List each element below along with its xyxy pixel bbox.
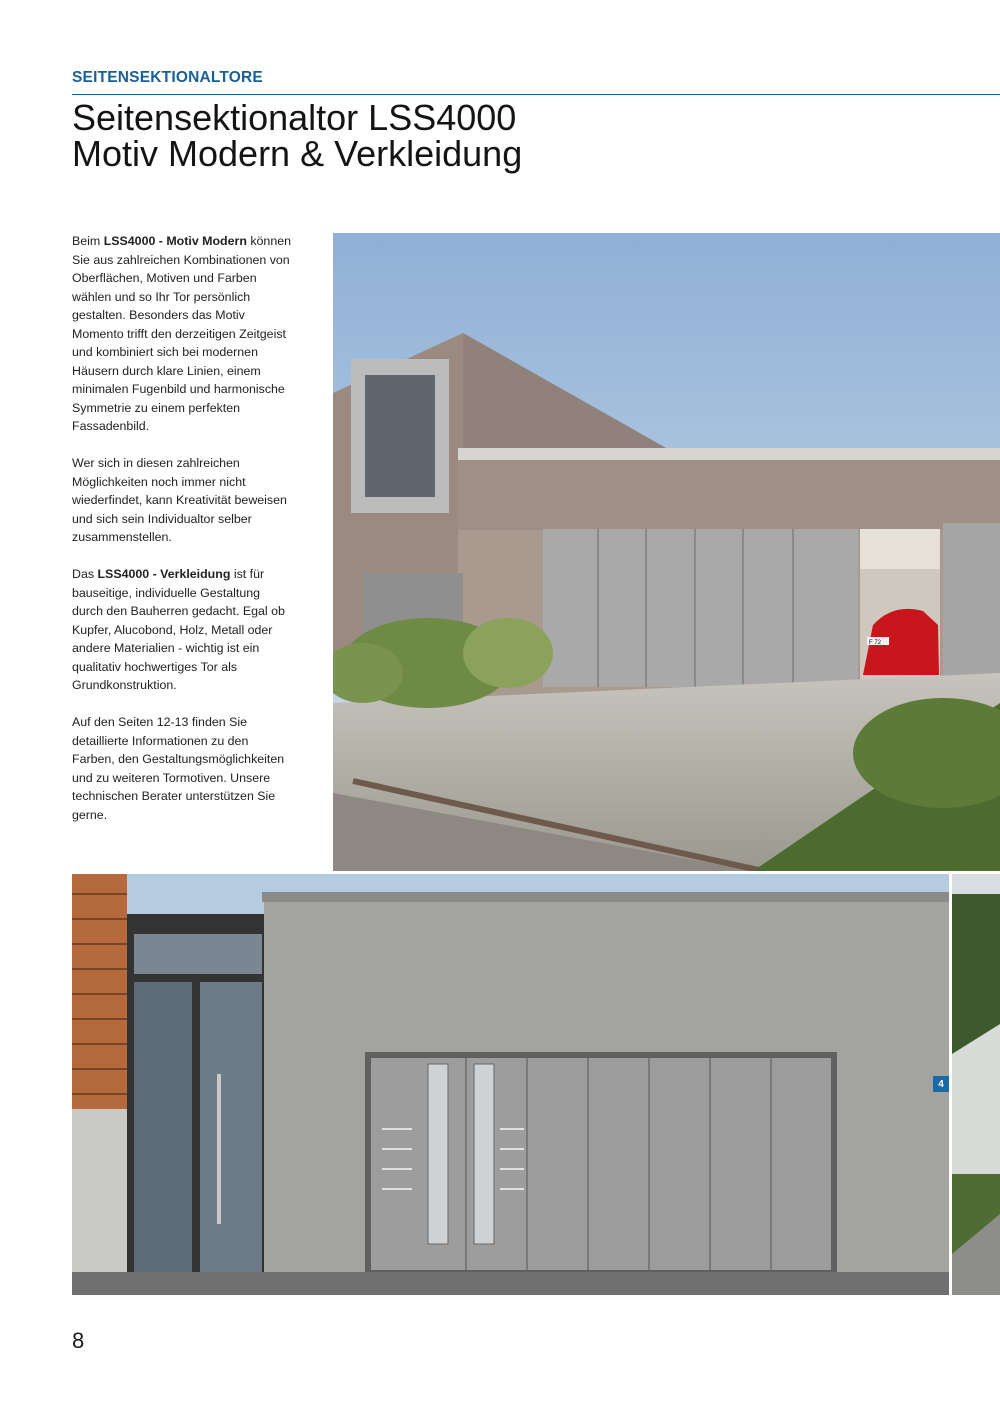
body-text [72, 232, 294, 843]
page-title-line-2: Motiv Modern & Verkleidung [72, 133, 523, 174]
paragraph-3: Das LSS4000 - Verkleidung ist für bauseitige, individuelle Gestaltung durch den Bauherren gedacht. Egal ob Kupfer, Alucobond, Holz, Metall oder andere Materialien - wichtig ist ein qualitativ hochwertiges Tor als Grundkonstruktion. [72, 567, 285, 692]
paragraph-1: Beim LSS4000 - Motiv Modern können Sie aus zahlreichen Kombinationen von Oberflächen, Motiven und Farben wählen und so Ihr Tor persönlich gestalten. Besonders das Motiv Momento trifft den derzeitigen Zeitgeist und kombiniert sich bei modernen Häusern durch klare Linien, einem minimalen Fugenbild und harmonische Symmetrie zu einem perfekten Fassadenbild. [72, 234, 291, 433]
page-title-line-1: Seitensektionaltor LSS4000 [72, 97, 517, 138]
header-divider [72, 94, 1000, 95]
paragraph-4: Auf den Seiten 12-13 finden Sie detaillierte Informationen zu den Farben, den Gestaltungsmöglichkeiten und zu weiteren Tormotiven. Unsere technischen Berater unterstützen Sie gerne. [72, 715, 285, 822]
figure-number-badge: 4 [933, 1076, 949, 1092]
section-label: SEITENSEKTIONALTORE [72, 69, 263, 86]
paragraph-2: Wer sich in diesen zahlreichen Möglichkeiten noch immer nicht wiederfindet, kann Kreativität beweisen und sich sein Individualtor selber zusammenstellen. [72, 456, 287, 544]
page-title [72, 97, 523, 174]
license-plate: F 72 [869, 640, 882, 646]
page-number: 8 [72, 1328, 85, 1353]
house-photo [333, 233, 1000, 871]
side-photo [952, 874, 1000, 1295]
garage-photo [72, 874, 949, 1295]
